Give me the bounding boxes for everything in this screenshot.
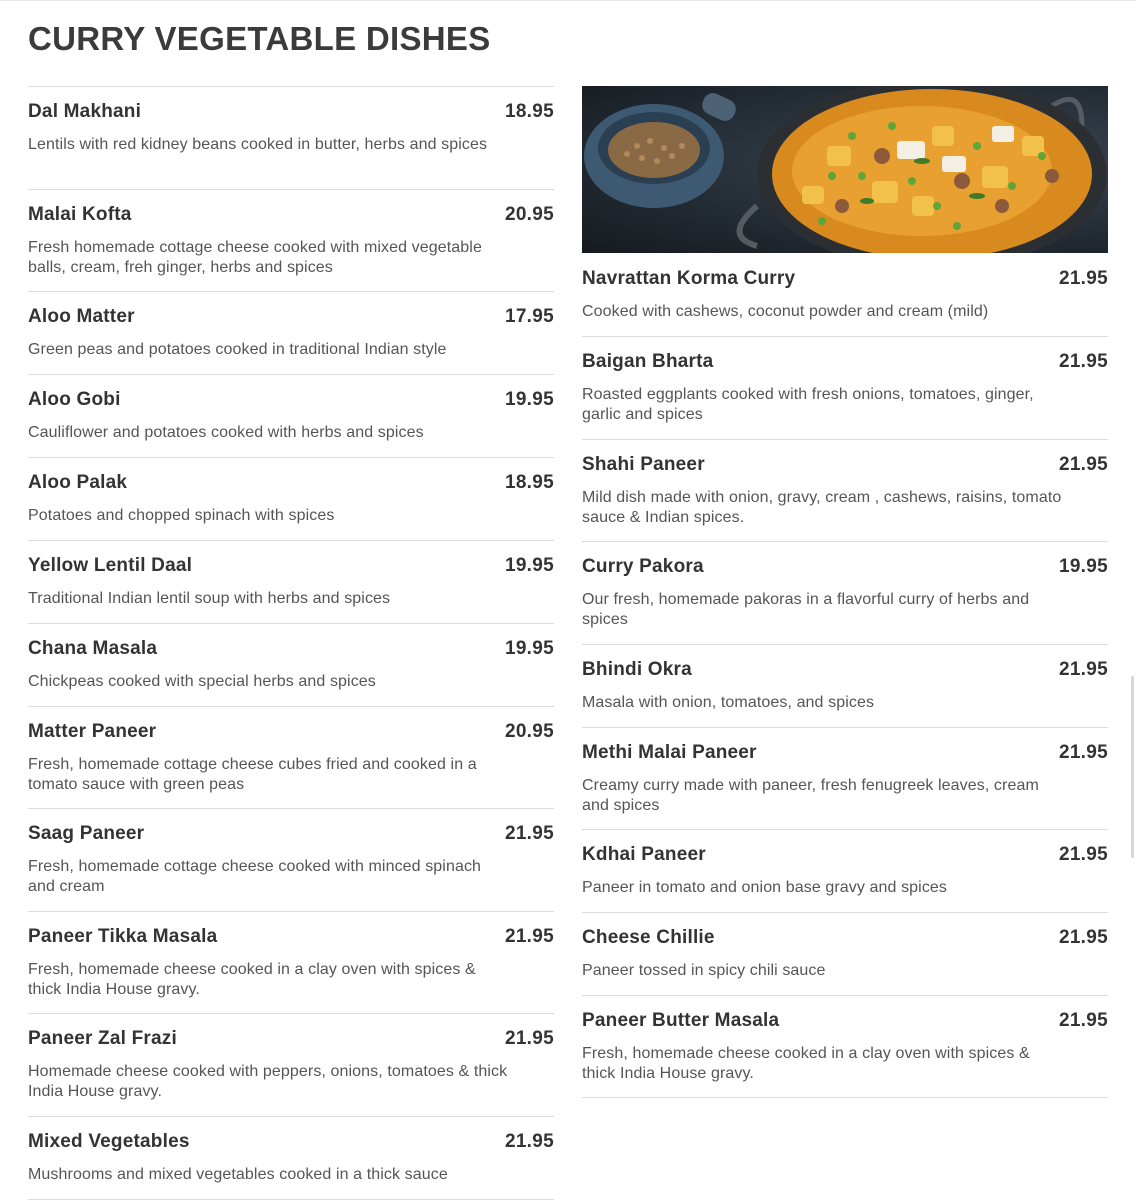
item-price: 21.95: [504, 1131, 554, 1152]
item-name: Paneer Zal Frazi: [28, 1028, 177, 1049]
item-price: 17.95: [504, 306, 554, 327]
item-price: 20.95: [504, 721, 554, 742]
menu-item[interactable]: [28, 457, 554, 540]
item-description: Green peas and potatoes cooked in traditional Indian style: [28, 341, 447, 358]
item-price: 21.95: [1058, 351, 1108, 372]
item-description: Cauliflower and potatoes cooked with herbs and spices: [28, 424, 424, 441]
item-description: Fresh, homemade cheese cooked in a clay oven with spices & thick India House gravy.: [28, 961, 476, 998]
menu-item[interactable]: [28, 1116, 554, 1200]
item-price: 21.95: [1058, 268, 1108, 289]
item-name: Curry Pakora: [582, 556, 704, 577]
curry-dish-illustration: [582, 86, 1108, 253]
scrollbar-thumb[interactable]: [1131, 676, 1134, 858]
item-name: Aloo Matter: [28, 306, 135, 327]
menu-item[interactable]: [582, 995, 1108, 1098]
menu-item[interactable]: [28, 374, 554, 457]
item-description: Roasted eggplants cooked with fresh onions, tomatoes, ginger, garlic and spices: [582, 386, 1034, 423]
item-description: Homemade cheese cooked with peppers, onions, tomatoes & thick India House gravy.: [28, 1063, 508, 1100]
item-price: 21.95: [1058, 1010, 1108, 1031]
item-name: Bhindi Okra: [582, 659, 692, 680]
menu-item[interactable]: [582, 727, 1108, 829]
menu-item[interactable]: [582, 644, 1108, 727]
item-description: Paneer tossed in spicy chili sauce: [582, 962, 826, 979]
item-description: Paneer in tomato and onion base gravy and spices: [582, 879, 948, 896]
menu-item[interactable]: [582, 439, 1108, 541]
item-description: Creamy curry made with paneer, fresh fenugreek leaves, cream and spices: [582, 777, 1039, 814]
item-name: Baigan Bharta: [582, 351, 714, 372]
item-description: Lentils with red kidney beans cooked in butter, herbs and spices: [28, 136, 488, 153]
menu-item[interactable]: [28, 1013, 554, 1116]
item-name: Aloo Gobi: [28, 389, 121, 410]
item-price: 19.95: [504, 638, 554, 659]
item-description: Fresh, homemade cottage cheese cubes fried and cooked in a tomato sauce with green peas: [28, 756, 477, 793]
item-description: Fresh, homemade cottage cheese cooked with minced spinach and cream: [28, 858, 482, 895]
curry-dish-photo: [582, 86, 1108, 253]
menu-column-right: [582, 86, 1108, 1098]
menu-item[interactable]: [28, 808, 554, 911]
menu-item[interactable]: [28, 291, 554, 374]
menu-item[interactable]: [582, 336, 1108, 439]
item-name: Paneer Butter Masala: [582, 1010, 780, 1031]
item-price: 19.95: [1058, 556, 1108, 577]
menu-item[interactable]: [28, 540, 554, 623]
item-price: 21.95: [1058, 927, 1108, 948]
item-name: Paneer Tikka Masala: [28, 926, 218, 947]
item-name: Malai Kofta: [28, 204, 132, 225]
item-price: 21.95: [1058, 659, 1108, 680]
item-price: 21.95: [504, 1028, 554, 1049]
item-description: Mild dish made with onion, gravy, cream , cashews, raisins, tomato sauce & Indian spices.: [582, 489, 1062, 526]
menu-item[interactable]: [28, 623, 554, 706]
item-description: Potatoes and chopped spinach with spices: [28, 507, 335, 524]
item-name: Navrattan Korma Curry: [582, 268, 796, 289]
item-name: Shahi Paneer: [582, 454, 705, 475]
item-name: Dal Makhani: [28, 101, 142, 122]
item-name: Cheese Chillie: [582, 927, 715, 948]
item-price: 18.95: [504, 101, 554, 122]
item-description: Chickpeas cooked with special herbs and spices: [28, 673, 376, 690]
item-name: Mixed Vegetables: [28, 1131, 190, 1152]
item-price: 21.95: [1058, 454, 1108, 475]
menu-item[interactable]: [28, 86, 554, 189]
item-price: 20.95: [504, 204, 554, 225]
item-description: Fresh homemade cottage cheese cooked with mixed vegetable balls, cream, freh ginger, herbs and spices: [28, 239, 482, 276]
item-price: 18.95: [504, 472, 554, 493]
item-price: 21.95: [504, 926, 554, 947]
item-name: Matter Paneer: [28, 721, 157, 742]
item-name: Kdhai Paneer: [582, 844, 706, 865]
item-description: Masala with onion, tomatoes, and spices: [582, 694, 875, 711]
item-name: Saag Paneer: [28, 823, 145, 844]
menu-item[interactable]: [28, 911, 554, 1013]
item-description: Mushrooms and mixed vegetables cooked in a thick sauce: [28, 1166, 448, 1183]
menu-item[interactable]: [28, 706, 554, 808]
top-divider: [0, 0, 1136, 1]
item-description: Fresh, homemade cheese cooked in a clay oven with spices & thick India House gravy.: [582, 1045, 1030, 1082]
item-price: 21.95: [1058, 844, 1108, 865]
menu-item[interactable]: [582, 912, 1108, 995]
item-price: 21.95: [1058, 742, 1108, 763]
menu-column-left: [28, 86, 554, 1200]
menu-item[interactable]: [28, 189, 554, 291]
item-description: Cooked with cashews, coconut powder and cream (mild): [582, 303, 989, 320]
item-price: 21.95: [504, 823, 554, 844]
menu-item[interactable]: [582, 253, 1108, 336]
item-description: Our fresh, homemade pakoras in a flavorful curry of herbs and spices: [582, 591, 1030, 628]
menu-item[interactable]: [582, 829, 1108, 912]
item-name: Yellow Lentil Daal: [28, 555, 193, 576]
item-name: Aloo Palak: [28, 472, 128, 493]
page-title: CURRY VEGETABLE DISHES: [28, 20, 491, 57]
item-price: 19.95: [504, 555, 554, 576]
item-name: Methi Malai Paneer: [582, 742, 757, 763]
menu-item[interactable]: [582, 541, 1108, 644]
item-description: Traditional Indian lentil soup with herbs and spices: [28, 590, 391, 607]
item-name: Chana Masala: [28, 638, 158, 659]
item-price: 19.95: [504, 389, 554, 410]
